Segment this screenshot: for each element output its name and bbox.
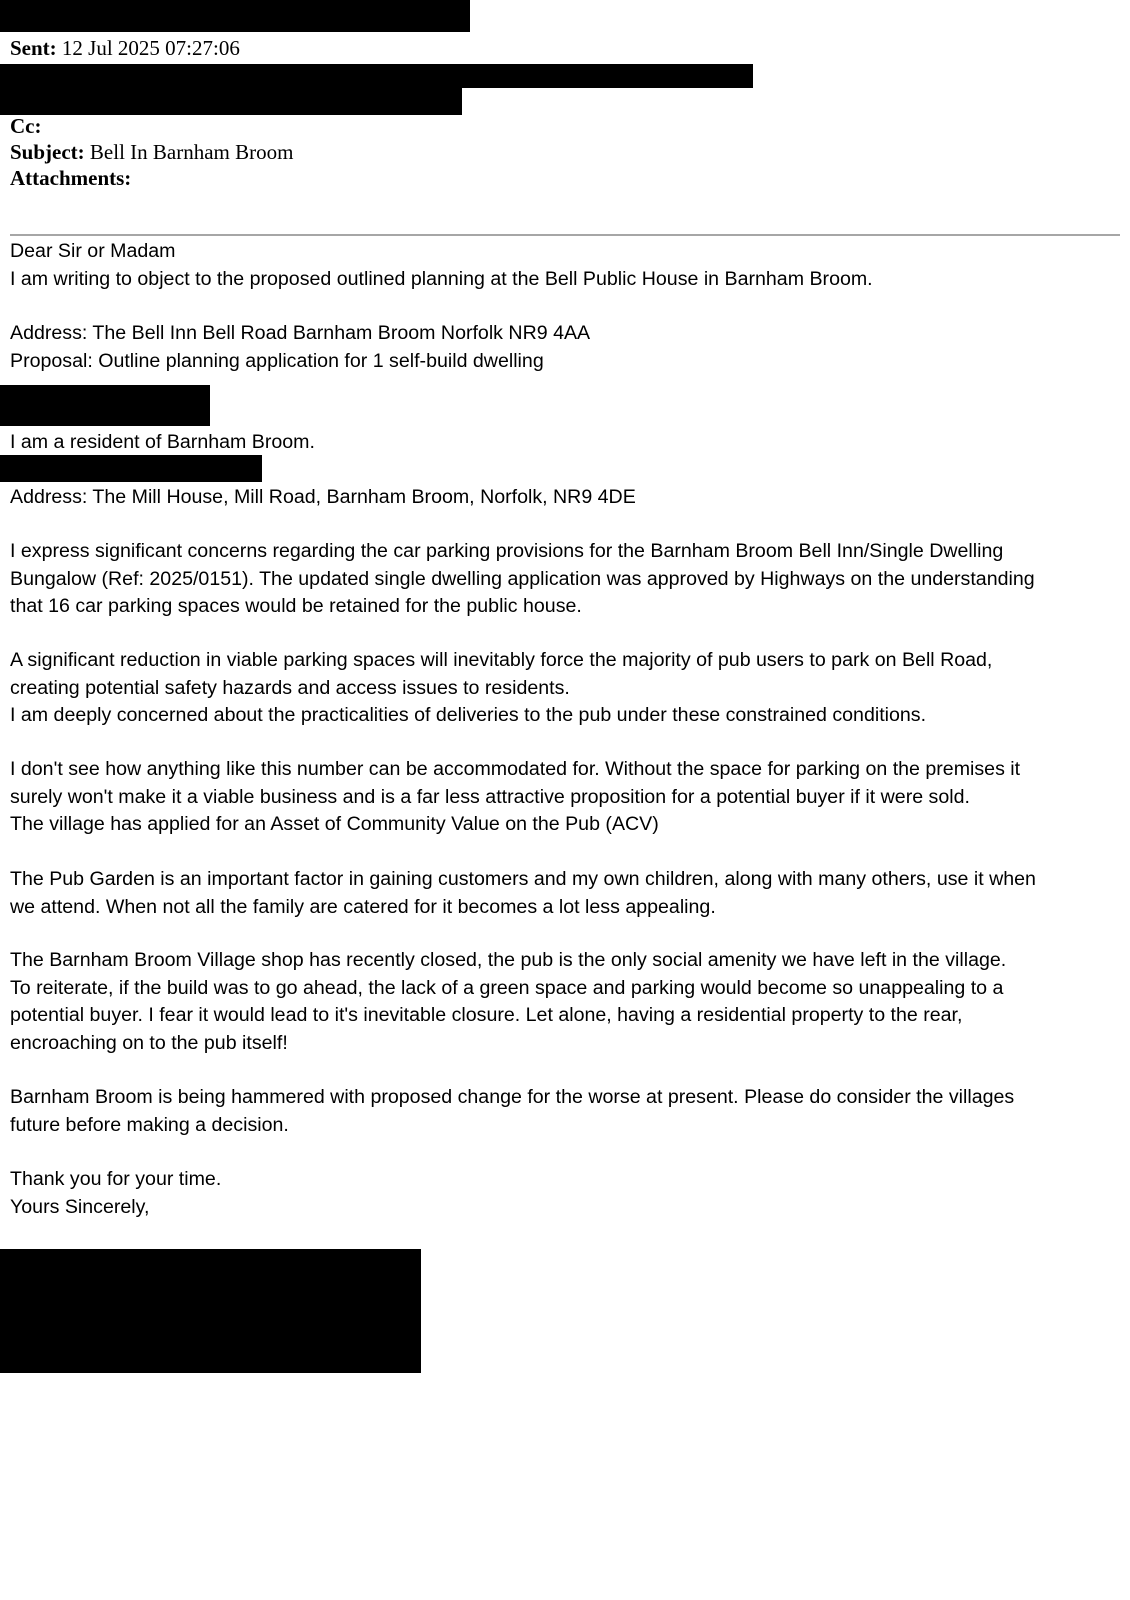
paragraph-line: creating potential safety hazards and access issues to residents. — [10, 676, 570, 699]
salutation: Dear Sir or Madam — [10, 240, 176, 262]
paragraph-line: I am deeply concerned about the practicalities of deliveries to the pub under these constrained conditions. — [10, 704, 927, 727]
paragraph-line: The Barnham Broom Village shop has recently closed, the pub is the only social amenity we have left in the village. — [10, 949, 1007, 971]
email-body — [10, 238, 1115, 293]
paragraph-line: I don't see how anything like this number can be accommodated for. Without the space for parking on the premises it — [10, 758, 1021, 780]
sent-field — [10, 35, 240, 61]
paragraph-parking-concerns — [10, 538, 1115, 621]
paragraph-line: that 16 car parking spaces would be retained for the public house. — [10, 595, 582, 618]
sent-value: 12 Jul 2025 07:27:06 — [61, 36, 240, 60]
paragraph-line: future before making a decision. — [10, 1113, 289, 1136]
resident-address: Address: The Mill House, Mill Road, Barnham Broom, Norfolk, NR9 4DE — [10, 486, 636, 508]
paragraph-line: Bungalow (Ref: 2025/0151). The updated single dwelling application was approved by Highways on the understanding — [10, 567, 1035, 590]
redacted-resident-detail — [0, 455, 262, 482]
paragraph-line: The Pub Garden is an important factor in gaining customers and my own children, along with many others, use it when — [10, 868, 1036, 890]
paragraph-line: The village has applied for an Asset of Community Value on the Pub (ACV) — [10, 813, 659, 836]
paragraph-line: encroaching on to the pub itself! — [10, 1032, 288, 1055]
paragraph-line: potential buyer. I fear it would lead to it's inevitable closure. Let alone, having a residential property to the rear, — [10, 1004, 963, 1027]
paragraph-line: I express significant concerns regarding the car parking provisions for the Barnham Broom Bell Inn/Single Dwelling — [10, 540, 1004, 562]
attachments-label: Attachments: — [10, 166, 132, 190]
paragraph-safety-deliveries — [10, 647, 1115, 730]
redacted-to-line — [0, 64, 753, 88]
paragraph-closing-plea — [10, 1084, 1115, 1139]
subject-label: Subject: — [10, 140, 85, 164]
paragraph-line: Barnham Broom is being hammered with proposed change for the worse at present. Please do consider the villages — [10, 1086, 1015, 1108]
site-address: Address: The Bell Inn Bell Road Barnham Broom Norfolk NR9 4AA — [10, 322, 591, 344]
sign-off-block — [10, 1166, 1115, 1221]
redacted-to-line-continued — [0, 88, 462, 115]
paragraph-line: To reiterate, if the build was to go ahead, the lack of a green space and parking would become so unappealing to a — [10, 976, 1004, 999]
redacted-from-line — [0, 0, 470, 32]
redacted-signature-block — [0, 1249, 421, 1373]
intro-line: I am writing to object to the proposed outlined planning at the Bell Public House in Barnham Broom. — [10, 267, 873, 290]
resident-statement — [10, 429, 1115, 457]
cc-label: Cc: — [10, 114, 42, 138]
attachments-field — [10, 165, 131, 191]
paragraph-line: we attend. When not all the family are catered for it becomes a lot less appealing. — [10, 895, 716, 918]
subject-field — [10, 139, 293, 165]
resident-address-block — [10, 484, 1115, 512]
paragraph-line: A significant reduction in viable parking spaces will inevitably force the majority of pub users to park on Bell Road, — [10, 649, 993, 671]
thanks-line: Thank you for your time. — [10, 1168, 222, 1190]
resident-line: I am a resident of Barnham Broom. — [10, 431, 315, 453]
signoff-line: Yours Sincerely, — [10, 1195, 150, 1218]
paragraph-line: surely won't make it a viable business and is a far less attractive proposition for a potential buyer if it were sold. — [10, 785, 970, 808]
redacted-resident-name — [0, 385, 210, 426]
header-separator — [10, 234, 1120, 236]
application-details — [10, 320, 1115, 375]
paragraph-pub-garden — [10, 866, 1115, 921]
subject-value: Bell In Barnham Broom — [89, 140, 294, 164]
proposal-line: Proposal: Outline planning application for 1 self-build dwelling — [10, 349, 544, 372]
paragraph-viability — [10, 756, 1115, 839]
paragraph-village-amenity — [10, 947, 1115, 1058]
sent-label: Sent: — [10, 36, 57, 60]
cc-field — [10, 113, 41, 139]
